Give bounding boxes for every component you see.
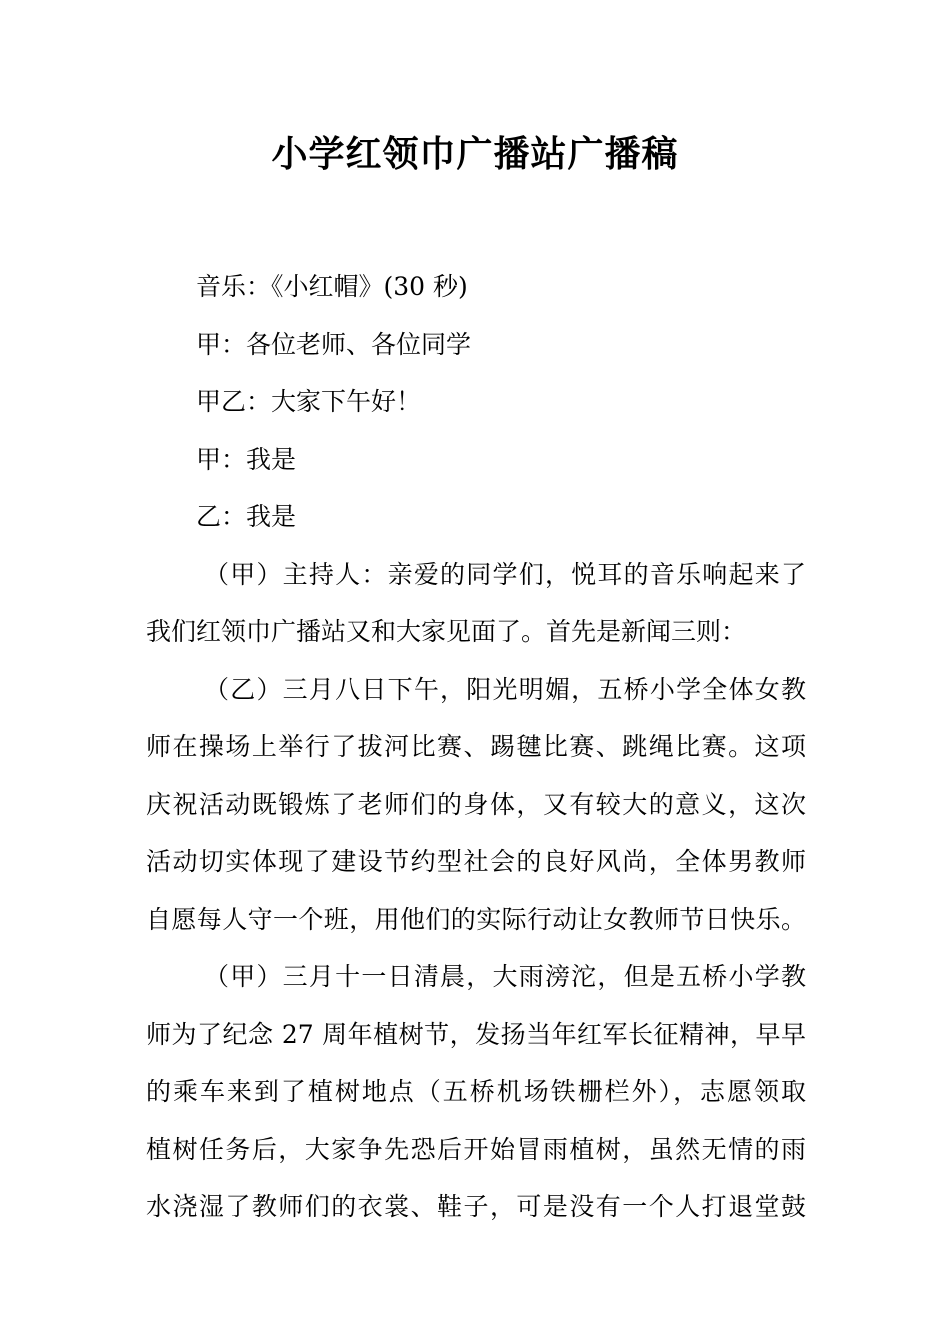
text-line: 庆祝活动既锻炼了老师们的身体，又有较大的意义，这次 [146,789,806,819]
text-line: 音乐：《小红帽》(30 秒) [196,272,468,301]
text-line: 甲：我是 [196,444,297,474]
text-line: 我们红领巾广播站又和大家见面了。首先是新闻三则： [146,617,747,646]
text-line: 植树任务后，大家争先恐后开始冒雨植树，虽然无情的雨 [146,1134,806,1164]
text-line: 水浇湿了教师们的衣裳、鞋子，可是没有一个人打退堂鼓 [146,1192,806,1221]
text-line: 甲乙：大家下午好！ [196,387,422,416]
text-line: 师在操场上举行了拔河比赛、踢毽比赛、跳绳比赛。这项 [146,732,806,761]
document-body [146,258,806,1236]
text-line: （甲）主持人：亲爱的同学们，悦耳的音乐响起来了 [204,559,806,589]
text-line: （甲）三月十一日清晨，大雨滂沱，但是五桥小学教 [204,962,806,991]
document-title: 小学红领巾广播站广播稿 [271,133,679,175]
text-line: 师为了纪念 27 周年植树节，发扬当年红军长征精神，早早 [146,1019,806,1049]
text-line: 自愿每人守一个班，用他们的实际行动让女教师节日快乐。 [146,904,806,934]
text-line: 活动切实体现了建设节约型社会的良好风尚，全体男教师 [146,847,806,876]
text-line: 甲：各位老师、各位同学 [196,329,472,359]
text-line: （乙）三月八日下午，阳光明媚，五桥小学全体女教 [204,674,806,704]
text-line: 的乘车来到了植树地点（五桥机场铁栅栏外），志愿领取 [146,1077,806,1106]
text-line: 乙：我是 [196,502,297,531]
